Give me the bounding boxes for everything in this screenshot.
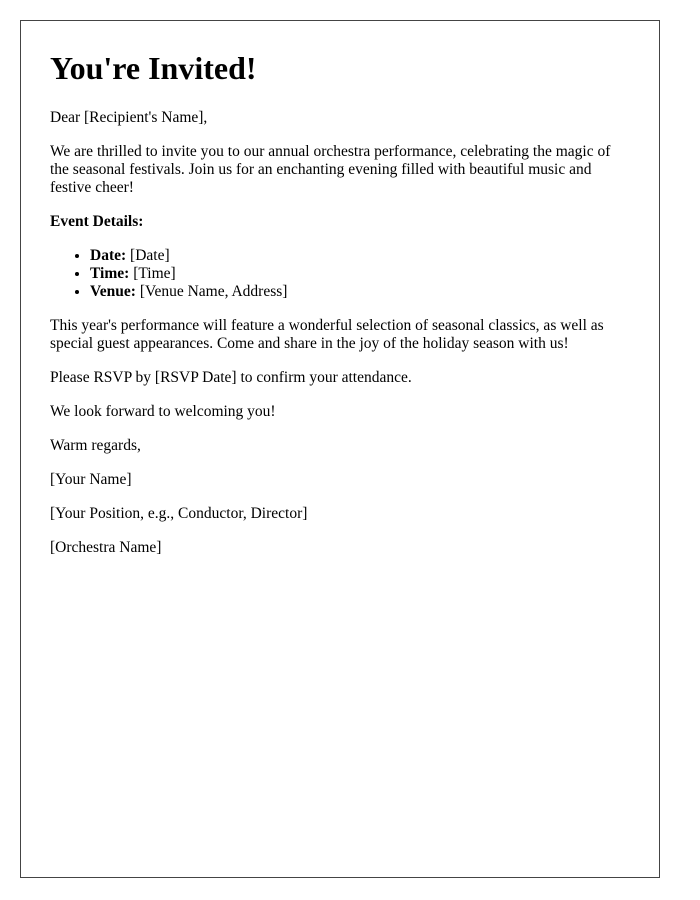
intro-paragraph: We are thrilled to invite you to our annual orchestra performance, celebrating the magic of the seasonal festivals. Join us for an enchanting evening filled with beautiful music and festive cheer!: [50, 143, 611, 196]
detail-value-date: [Date]: [130, 247, 170, 264]
closing: Warm regards,: [50, 437, 141, 454]
invitation-letter: [20, 20, 660, 878]
detail-value-venue: [Venue Name, Address]: [139, 283, 288, 300]
detail-label-venue: Venue:: [90, 283, 136, 300]
signature-position: [Your Position, e.g., Conductor, Director]: [50, 505, 308, 522]
event-details-heading: Event Details:: [50, 213, 144, 230]
signature-name: [Your Name]: [50, 471, 132, 488]
detail-item-venue: [90, 283, 630, 301]
detail-item-time: [90, 265, 630, 283]
greeting: Dear [Recipient's Name],: [50, 109, 208, 126]
look-forward-paragraph: We look forward to welcoming you!: [50, 403, 276, 420]
signature-org: [Orchestra Name]: [50, 539, 162, 556]
feature-paragraph: This year's performance will feature a wonderful selection of seasonal classics, as well as special guest appearances. Come and share in the joy of the holiday season with us!: [50, 317, 604, 352]
event-details-list: [50, 247, 630, 301]
detail-label-date: Date:: [90, 247, 127, 264]
letter-title: You're Invited!: [50, 50, 257, 86]
detail-label-time: Time:: [90, 265, 130, 282]
detail-value-time: [Time]: [133, 265, 176, 282]
detail-item-date: [90, 247, 630, 265]
rsvp-paragraph: Please RSVP by [RSVP Date] to confirm your attendance.: [50, 369, 412, 386]
